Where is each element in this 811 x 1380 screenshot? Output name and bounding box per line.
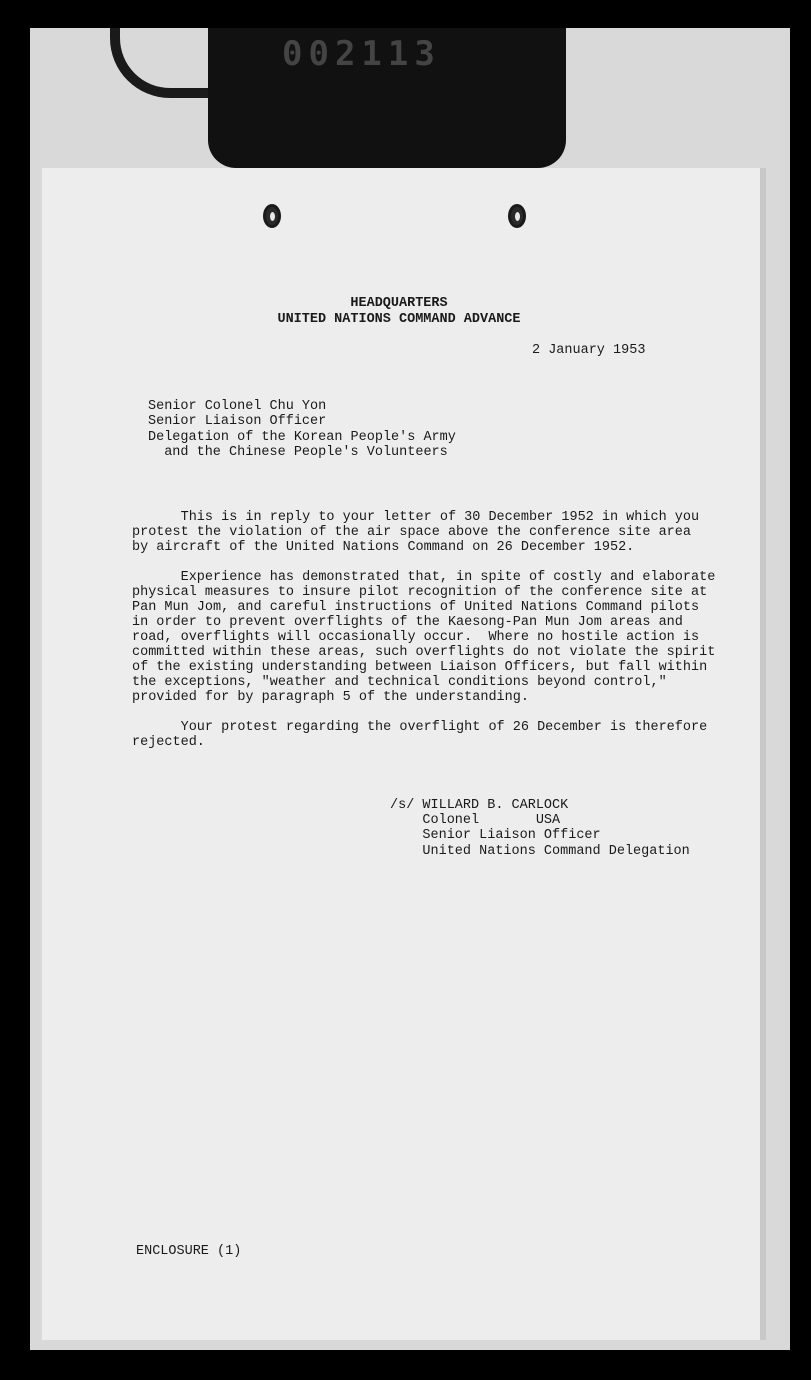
punch-hole-right-icon (508, 204, 526, 228)
body-paragraph-2: Experience has demonstrated that, in spite of costly and elaborate physical measures to insure pilot recognition of the conference site at Pan Mun Jom, and careful instructions of United Nations Command pilots in order to prevent overflights of the Kaesong-Pan Mun Jom areas and road, overflights will occasionally occur. Where no hostile action is committed within these areas, such overflights do not violate the spirit of the existing understanding between Liaison Officers, but fall within the exceptions, "weather and technical conditions beyond control," provided for by paragraph 5 of the understanding. (132, 570, 716, 705)
signature-line-3: Senior Liaison Officer (390, 828, 601, 843)
punch-hole-left-icon (263, 204, 281, 228)
recipient-line-4: and the Chinese People's Volunteers (148, 445, 448, 460)
recipient-line-1: Senior Colonel Chu Yon (148, 399, 327, 414)
enclosure-note: ENCLOSURE (1) (136, 1244, 242, 1259)
frame-counter: 002113 (282, 34, 441, 74)
recipient-line-2: Senior Liaison Officer (148, 414, 327, 429)
body-paragraph-3: Your protest regarding the overflight of 26 December is therefore rejected. (132, 720, 708, 750)
signature-line-1: /s/ WILLARD B. CARLOCK (390, 798, 569, 813)
signature-line-2: Colonel USA (390, 813, 561, 828)
letter-page (42, 168, 766, 1340)
letter-date: 2 January 1953 (532, 343, 646, 358)
letterhead-line-1: HEADQUARTERS (350, 296, 448, 311)
recipient-line-3: Delegation of the Korean People's Army (148, 430, 456, 445)
body-paragraph-1: This is in reply to your letter of 30 December 1952 in which you protest the violation of the air space above the conference site area by aircraft of the United Nations Command on 26 December 1952. (132, 510, 700, 555)
signature-line-4: United Nations Command Delegation (390, 844, 690, 859)
letterhead-line-2: UNITED NATIONS COMMAND ADVANCE (277, 312, 521, 327)
